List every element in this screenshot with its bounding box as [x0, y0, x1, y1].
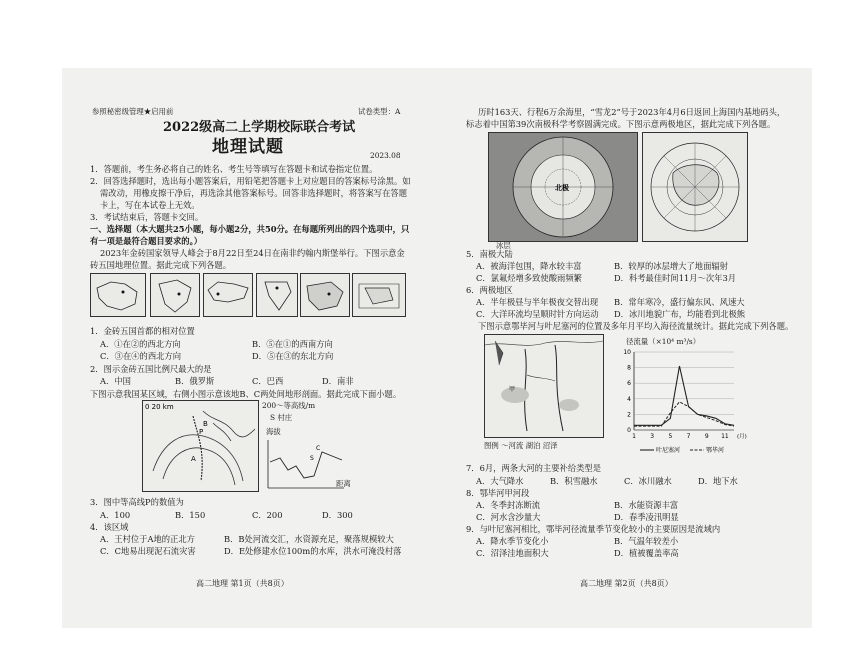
chart-x-unit: (月)	[737, 434, 747, 440]
q3-option-b[interactable]: B．150	[175, 510, 206, 520]
map-brazil	[150, 273, 200, 317]
chart-x-tick: 5	[668, 433, 673, 440]
note-2: 2．回答选择题时，选出每小题答案后，用铅笔把答题卡上对应题目的答案标号涂黑。如	[90, 176, 411, 186]
chart-legend-label-1: 叶尼塞河	[656, 447, 681, 454]
chart-series-line-2	[634, 402, 734, 426]
chart-y-tick: 2	[627, 411, 631, 419]
q4-option-a[interactable]: A．王村位于A地的正北方	[100, 534, 195, 544]
exam-date: 2023.08	[370, 151, 401, 160]
chart-x-tick: 1	[632, 433, 636, 440]
chart-y-tick: 10	[623, 349, 631, 356]
subject-title: 地理试题	[212, 137, 284, 157]
q6-option-c[interactable]: C．大洋环流均呈顺时针方向运动	[476, 309, 599, 319]
q4-option-c[interactable]: C．C地易出现泥石流灾害	[100, 546, 196, 556]
q9-option-b[interactable]: B．气温年较差小	[614, 536, 679, 546]
q8-stem: 8．鄂毕河甲河段	[466, 488, 530, 498]
q6-stem: 6．两极地区	[466, 285, 513, 295]
q8-option-c[interactable]: C．河水含沙量大	[476, 512, 541, 522]
q2-option-a[interactable]: A．中国	[100, 376, 131, 386]
q5-option-a[interactable]: A．被海洋包围，降水较丰富	[476, 261, 582, 271]
chart-x-tick: 11	[721, 433, 729, 440]
q4-option-b[interactable]: B．B处河流交汇，水资源充足，聚落规模较大	[224, 534, 394, 544]
q7-option-d[interactable]: D．地下水	[698, 476, 738, 486]
note-3: 3．考试结束后，答题卡交回。	[90, 212, 204, 222]
intro-polar: 历时163天、行程6万余海里，“雪龙2”号于2023年4月6日返回上海国内基地码头，	[478, 107, 786, 117]
q5-stem: 5．南极大陆	[466, 249, 513, 259]
q1-option-a[interactable]: A．①在②的西北方向	[100, 339, 181, 349]
note-2-cont: 需改动，用橡皮擦干净后，再选涂其他答案标号。回答非选择题时，将答案写在答题	[100, 188, 407, 198]
q2-option-d[interactable]: D．南非	[322, 376, 354, 386]
intro-brics: 2023年金砖国家领导人峰会于8月22日至24日在南非约翰内斯堡举行。下图示意金	[100, 248, 405, 258]
chart-legend-label-2: 鄂毕河	[706, 447, 725, 454]
profile-xlabel: 距离	[336, 479, 351, 488]
q6-option-d[interactable]: D．冰川地貌广布，均能看到北极熊	[614, 309, 746, 319]
q7-stem: 7．6月，两条大河的主要补给类型是	[466, 463, 602, 473]
svg-text:C: C	[316, 445, 321, 452]
chart-ylabel: 径流量（×10⁴ m³/s）	[626, 337, 701, 346]
chart-y-tick: 4	[627, 395, 631, 403]
q1-option-d[interactable]: D．⑤在③的东北方向	[252, 351, 334, 361]
svg-text:B: B	[203, 420, 208, 428]
map-scale-label: 0 20 km	[145, 403, 174, 411]
q8-option-b[interactable]: B．水能资源丰富	[614, 500, 679, 510]
q1-stem: 1．金砖五国首都的相对位置	[90, 326, 195, 336]
q3-stem: 3．图中等高线P的数值为	[90, 497, 184, 507]
chart-x-tick: 9	[704, 433, 709, 440]
intro-brics-cont: 砖五国地理位置。据此完成下列各题。	[90, 260, 232, 270]
q6-option-a[interactable]: A．半年极昼与半年极夜交替出现	[476, 297, 599, 307]
svg-text:A: A	[191, 455, 196, 463]
q9-option-d[interactable]: D．植被覆盖率高	[614, 548, 679, 558]
q3-option-d[interactable]: D．300	[322, 510, 353, 520]
q8-option-a[interactable]: A．冬季封冻断流	[476, 500, 541, 510]
q5-option-c[interactable]: C．氯氟烃增多致使酸雨频繁	[476, 273, 582, 283]
note-2-end: 卡上，写在本试卷上无效。	[100, 200, 200, 210]
q5-option-d[interactable]: D．科考最佳时间11月～次年3月	[614, 273, 737, 283]
section1-heading: 一、选择题（本大题共25小题，每小题2分，共50分。在每题所列出的四个选项中，只	[90, 224, 410, 234]
map-russia	[203, 273, 253, 317]
q7-option-c[interactable]: C．冰川融水	[624, 476, 672, 486]
river-map-legend: 图例 ～河流 湖泊 沼泽	[484, 441, 558, 450]
chart-series-line-1	[634, 366, 734, 425]
antarctic-map	[642, 132, 748, 242]
q7-option-b[interactable]: B．积雪融水	[550, 476, 598, 486]
map-china	[90, 273, 146, 317]
q9-option-c[interactable]: C．沼泽洼地面积大	[476, 548, 549, 558]
svg-text:甲: 甲	[509, 386, 516, 393]
north-pole-label: 北极	[555, 184, 569, 192]
intro-rivers: 下图示意鄂毕河与叶尼塞河的位置及多年月平均入海径流量统计。据此完成下列各题。	[478, 321, 794, 331]
q6-option-b[interactable]: B．常年寒冷，盛行偏东风、风速大	[614, 297, 745, 307]
section1-heading-cont: 有一项是最符合题目要求的。）	[90, 236, 203, 246]
legend-village: S 村庄	[270, 413, 293, 422]
q3-option-c[interactable]: C．200	[252, 510, 283, 520]
runoff-chart	[612, 346, 756, 458]
chart-x-tick: 7	[686, 433, 691, 440]
chart-y-tick: 8	[627, 364, 631, 372]
q1-option-c[interactable]: C．③在④的西北方向	[100, 351, 182, 361]
map-india	[256, 273, 298, 317]
arctic-map	[488, 132, 638, 242]
intro-polar-cont: 标志着中国第39次南极科学考察圆满完成。下图示意两极地区，据此完成下列各题。	[466, 119, 776, 129]
river-map	[484, 334, 604, 438]
q7-option-a[interactable]: A．大气降水	[476, 476, 524, 486]
svg-text:P: P	[199, 428, 204, 436]
q3-option-a[interactable]: A．100	[100, 510, 131, 520]
intro-contour: 下图示意我国某区域，右侧小图示意该地B、C两处间地形剖面。据此完成下面小题。	[90, 389, 402, 399]
legend-contour: 200～等高线/m	[262, 401, 316, 410]
q2-option-b[interactable]: B．俄罗斯	[175, 376, 215, 386]
q4-stem: 4．该区域	[90, 522, 129, 532]
note-1: 1．答题前，考生务必将自己的姓名、考生号等填写在答题卡和试卷指定位置。	[90, 164, 378, 174]
q5-option-b[interactable]: B．较厚的冰层增大了地面辐射	[614, 261, 728, 271]
q9-stem: 9．与叶尼塞河相比，鄂毕河径流量季节变化较小的主要原因是流域内	[466, 524, 721, 534]
chart-y-tick: 6	[627, 380, 631, 388]
footer-page-2: 高二地理 第2页（共8页）	[580, 579, 673, 588]
footer-page-1: 高二地理 第1页（共8页）	[196, 579, 289, 588]
q1-option-b[interactable]: B．⑤在①的西南方向	[252, 339, 333, 349]
q2-option-c[interactable]: C．巴西	[252, 376, 284, 386]
confidential-header: 参照秘密级管理★启用前	[92, 107, 174, 116]
exam-title: 2022级高二上学期校际联合考试	[163, 120, 356, 135]
chart-y-tick: 0	[627, 427, 631, 434]
q8-option-d[interactable]: D．春季凌汛明显	[614, 512, 679, 522]
map-brics-extra	[352, 273, 406, 317]
contour-map	[142, 400, 259, 492]
q9-option-a[interactable]: A．降水季节变化小	[476, 536, 549, 546]
q2-stem: 2．图示金砖五国比例尺最大的是	[90, 364, 212, 374]
map-south-africa	[300, 273, 350, 317]
chart-x-tick: 3	[650, 433, 655, 440]
profile-ylabel: 海拔	[266, 427, 281, 436]
svg-text:S: S	[310, 455, 314, 462]
paper-type: 试卷类型：A	[358, 107, 401, 116]
ice-legend: 冰层	[496, 241, 511, 250]
q4-option-d[interactable]: D．E处修建水位100m的水库，洪水可淹没村落	[224, 546, 402, 556]
